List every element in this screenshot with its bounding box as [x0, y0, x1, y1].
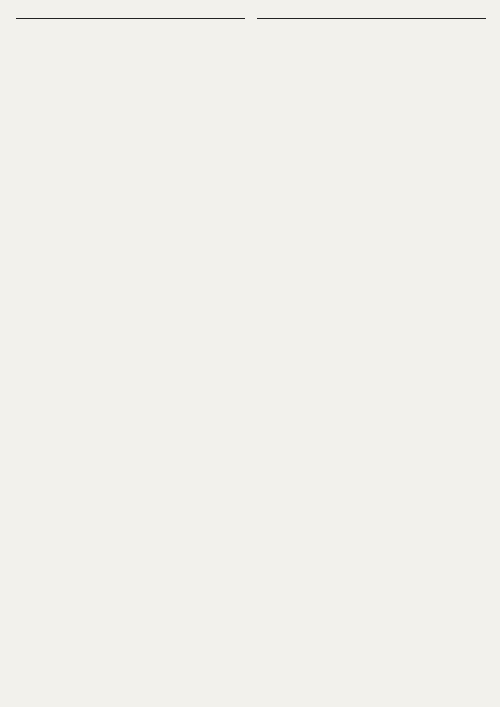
date-list	[259, 124, 486, 144]
paragraph	[16, 77, 243, 97]
paragraph	[16, 54, 243, 74]
paragraph	[259, 101, 486, 121]
paragraph	[16, 200, 243, 220]
paragraph	[259, 200, 486, 220]
publication-title	[245, 8, 257, 22]
paragraph	[259, 54, 486, 74]
paragraph	[16, 30, 243, 50]
date-list	[16, 124, 243, 144]
section-heading	[16, 148, 243, 170]
two-column-body	[16, 30, 486, 705]
paragraph	[259, 176, 486, 196]
paragraph	[259, 77, 486, 97]
section-heading	[259, 148, 486, 170]
running-header	[16, 6, 486, 26]
left-column	[16, 30, 243, 705]
paragraph	[16, 101, 243, 121]
paragraph	[16, 176, 243, 196]
paragraph	[259, 30, 486, 50]
right-column	[259, 30, 486, 705]
